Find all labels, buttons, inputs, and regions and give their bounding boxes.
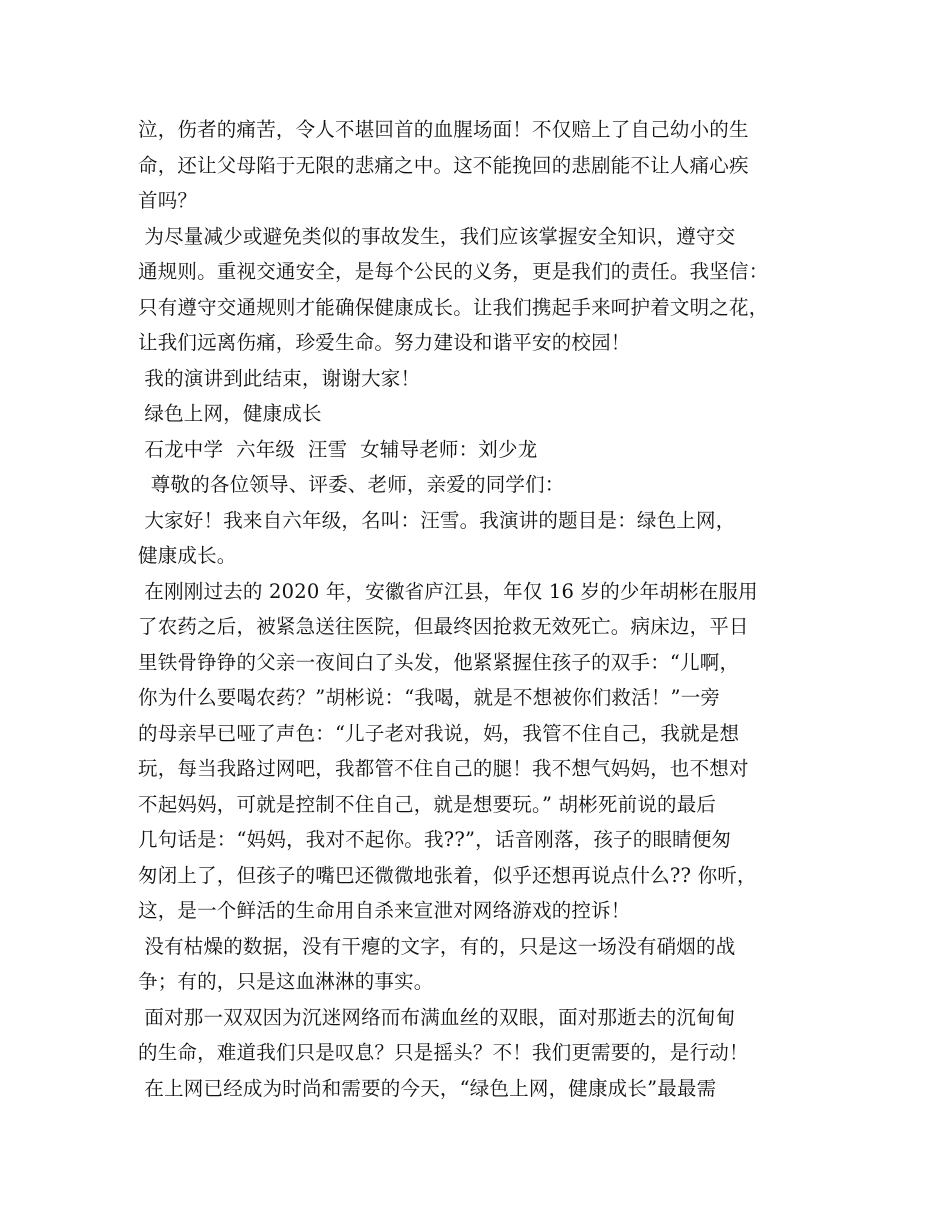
author-line: 石龙中学 六年级 汪雪 女辅导老师：刘少龙 (138, 437, 538, 461)
text-line: 通规则。重视交通安全，是每个公民的义务，更是我们的责任。我坚信： (138, 260, 769, 283)
text-line: 泣，伤者的痛苦，令人不堪回首的血腥场面！不仅赔上了自己幼小的生 (138, 118, 749, 141)
text-line: 争；有的，只是这血淋淋的事实。 (138, 970, 434, 993)
speech-title: 绿色上网，健康成长 (138, 402, 322, 425)
text-line: 面对那一双双因为沉迷网络而布满血丝的双眼，面对那逝去的沉甸甸 (138, 1005, 736, 1029)
text-line: 了农药之后，被紧急送往医院，但最终因抢救无效死亡。病床边，平日 (138, 615, 749, 638)
text-line: 让我们远离伤痛，珍爱生命。努力建设和谐平安的校园！ (138, 331, 631, 354)
text-line: 首吗？ (138, 189, 198, 212)
text-line: 你为什么要喝农药？”胡彬说：“我喝，就是不想被你们救活！”一旁 (138, 686, 721, 709)
text-line: 里铁骨铮铮的父亲一夜间白了头发，他紧紧握住孩子的双手：“儿啊， (138, 650, 740, 674)
text-line: 这，是一个鲜活的生命用自杀来宣泄对网络游戏的控诉！ (138, 899, 631, 922)
text-line: 的生命，难道我们只是叹息？只是摇头？不！我们更需要的，是行动！ (138, 1041, 749, 1064)
text-line: 为尽量减少或避免类似的事故发生，我们应该掌握安全知识，遵守交 (138, 224, 736, 248)
text-line: 的母亲早已哑了声色：“儿子老对我说，妈，我管不住自己，我就是想 (138, 721, 740, 745)
greeting-line: 尊敬的各位领导、评委、老师，亲爱的同学们： (138, 473, 565, 496)
text-line: 只有遵守交通规则才能确保健康成长。让我们携起手来呵护着文明之花， (138, 295, 769, 319)
text-line: 不起妈妈，可就是控制不住自己，就是想要玩。” 胡彬死前说的最后 (138, 792, 717, 816)
text-line: 匆闭上了，但孩子的嘴巴还微微地张着，似乎还想再说点什么?? 你听， (138, 863, 757, 887)
text-line: 健康成长。 (138, 544, 237, 567)
text-line: 命，还让父母陷于无限的悲痛之中。这不能挽回的悲剧能不让人痛心疾 (138, 153, 749, 177)
text-line: 在刚刚过去的 2020 年，安徽省庐江县，年仅 16 岁的少年胡彬在服用 (138, 579, 758, 603)
text-line: 大家好！我来自六年级，名叫：汪雪。我演讲的题目是：绿色上网， (138, 508, 736, 532)
document-body (138, 112, 828, 1106)
text-line: 在上网已经成为时尚和需要的今天，“绿色上网，健康成长”最最需 (138, 1076, 717, 1100)
text-line: 几句话是：“妈妈，我对不起你。我??”，话音刚落，孩子的眼睛便匆 (138, 828, 732, 851)
text-line: 我的演讲到此结束，谢谢大家！ (138, 366, 421, 390)
text-line: 没有枯燥的数据，没有干瘪的文字，有的，只是这一场没有硝烟的战 (138, 934, 736, 958)
text-line: 玩，每当我路过网吧，我都管不住自己的腿！我不想气妈妈，也不想对 (138, 757, 749, 780)
